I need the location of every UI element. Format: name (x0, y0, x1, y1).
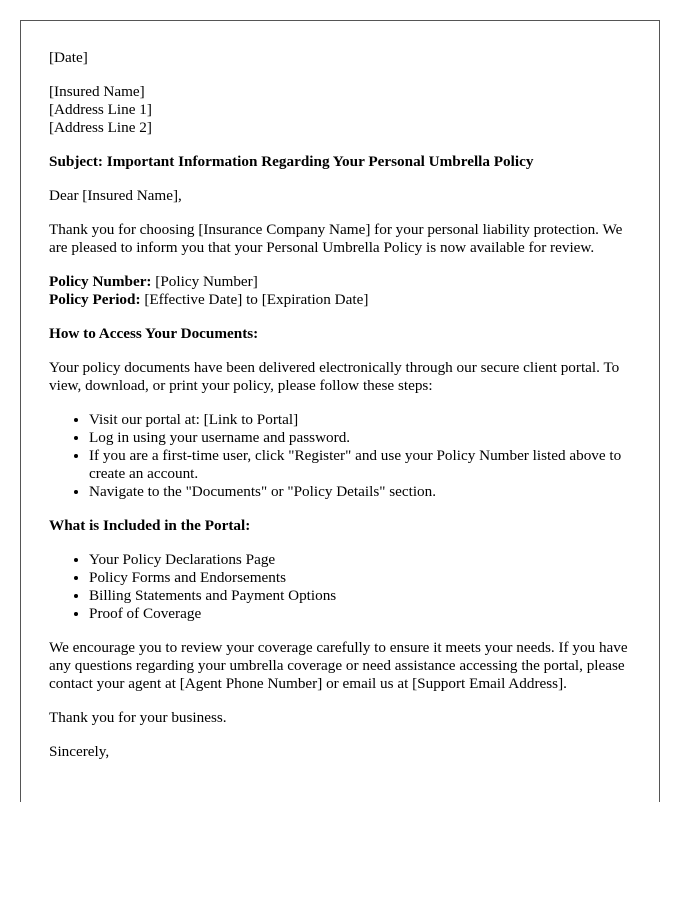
thanks-line: Thank you for your business. (49, 709, 227, 726)
policy-period-value: [Effective Date] to [Expiration Date] (140, 291, 369, 308)
included-heading: What is Included in the Portal: (49, 517, 251, 534)
list-item: • Billing Statements and Payment Options (89, 587, 631, 605)
recipient-address-line-2: [Address Line 2] (49, 119, 152, 136)
list-item: • Policy Forms and Endorsements (89, 569, 631, 587)
access-steps-list (49, 411, 631, 501)
list-item: • Proof of Coverage (89, 605, 631, 623)
intro-paragraph: Thank you for choosing [Insurance Company Name] for your personal liability protection. We are pleased to inform you that your Personal Umbrella Policy is now available for review. (49, 221, 623, 256)
letter-content (21, 21, 659, 761)
list-item: • Visit our portal at: [Link to Portal] (89, 411, 631, 429)
closing-paragraph: We encourage you to review your coverage carefully to ensure it meets your needs. If you have any questions regarding your umbrella coverage or need assistance accessing the portal, please contact your agent at [Agent Phone Number] or email us at [Support Email Address]. (49, 639, 628, 692)
access-heading: How to Access Your Documents: (49, 325, 259, 342)
list-item: • Your Policy Declarations Page (89, 551, 631, 569)
policy-number-value: [Policy Number] (151, 273, 258, 290)
access-intro-paragraph: Your policy documents have been delivered electronically through our secure client portal. To view, download, or print your policy, please follow these steps: (49, 359, 620, 394)
recipient-address-block (49, 83, 631, 137)
policy-number-line (49, 273, 631, 291)
signoff: Sincerely, (49, 743, 110, 760)
list-item: • Log in using your username and password. (89, 429, 631, 447)
policy-period-label: Policy Period: (49, 291, 141, 308)
policy-info-block (49, 273, 631, 309)
recipient-name: [Insured Name] (49, 83, 145, 100)
letter-date: [Date] (49, 49, 88, 66)
list-item: • Navigate to the "Documents" or "Policy Details" section. (89, 483, 631, 501)
policy-number-label: Policy Number: (49, 273, 152, 290)
included-items-list (49, 551, 631, 623)
policy-period-line (49, 291, 631, 309)
letter-subject: Subject: Important Information Regarding Your Personal Umbrella Policy (49, 153, 534, 170)
recipient-address-line-1: [Address Line 1] (49, 101, 152, 118)
letter-page (20, 20, 660, 802)
list-item: • If you are a first-time user, click "Register" and use your Policy Number listed above to create an account. (89, 447, 631, 483)
letter-salutation: Dear [Insured Name], (49, 187, 182, 204)
